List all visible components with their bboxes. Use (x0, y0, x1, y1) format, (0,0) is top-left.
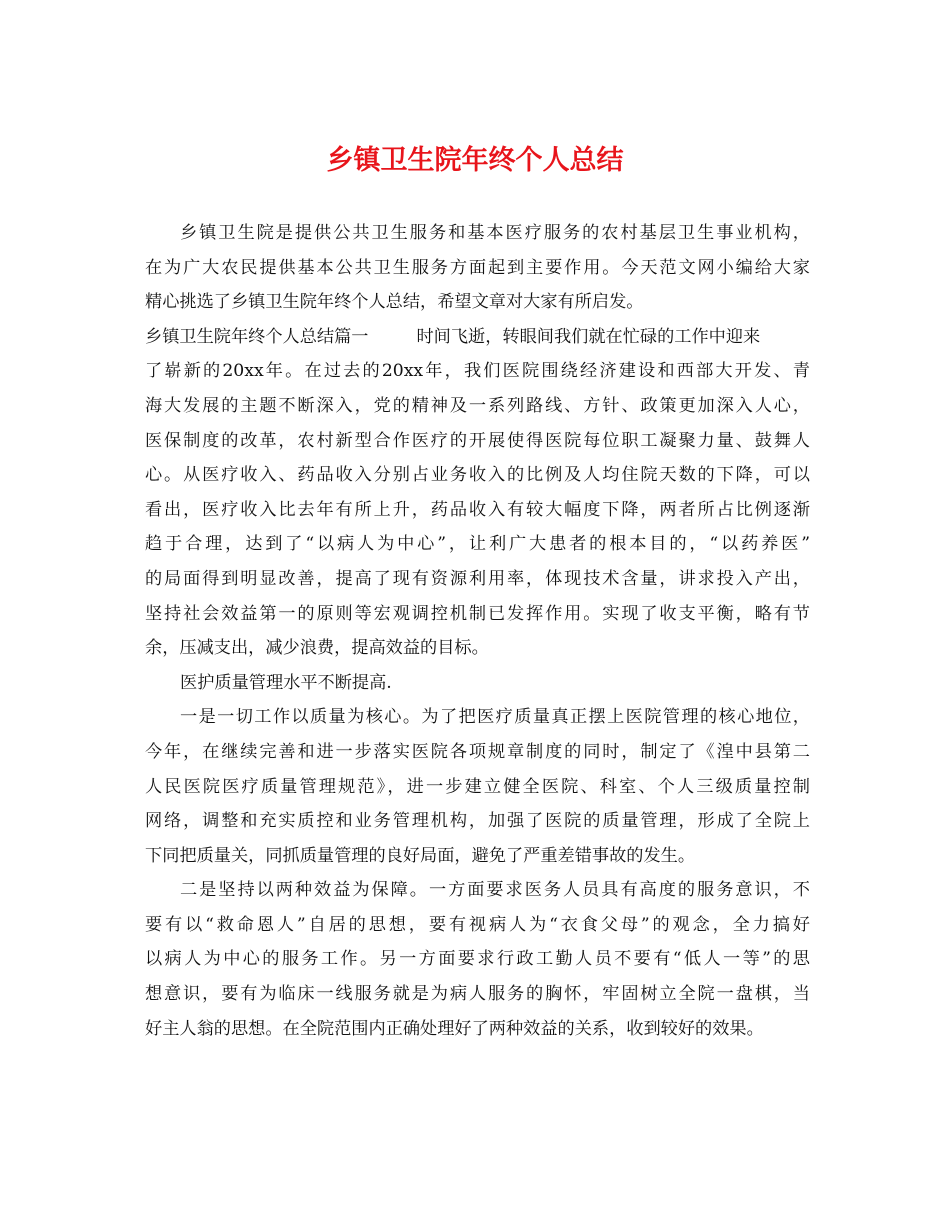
text-line: 余，压减支出，减少浪费，提高效益的目标。 (145, 638, 489, 659)
text-line: 人民医院医疗质量管理规范》，进一步建立健全医院、科室、个人三级质量控制 (145, 776, 810, 797)
text-line: 好主人翁的思想。在全院范围内正确处理好了两种效益的关系，收到较好的效果。 (145, 1018, 764, 1039)
text-line: 医保制度的改革，农村新型合作医疗的开展使得医院每位职工凝聚力量、鼓舞人 (145, 430, 810, 451)
text-line: 海大发展的主题不断深入，党的精神及一系列路线、方针、政策更加深入人心， (145, 395, 810, 416)
text-line: 网络，调整和充实质控和业务管理机构，加强了医院的质量管理，形成了全院上 (145, 811, 810, 832)
text-line: 坚持社会效益第一的原则等宏观调控机制已发挥作用。实现了收支平衡，略有节 (145, 603, 810, 624)
text-span: 时间飞逝，转眼间我们就在忙碌的工作中迎来 (416, 326, 761, 347)
text-line: 在为广大农民提供基本公共卫生服务方面起到主要作用。今天范文网小编给大家 (145, 257, 810, 278)
text-line: 一是一切工作以质量为核心。为了把医疗质量真正摆上医院管理的核心地位， (180, 707, 810, 728)
text-line (145, 320, 810, 355)
text-line: 想意识，要有为临床一线服务就是为病人服务的胸怀，牢固树立全院一盘棋，当 (145, 984, 810, 1005)
text-line: 精心挑选了乡镇卫生院年终个人总结，希望文章对大家有所启发。 (145, 292, 644, 313)
text-line: 了崭新的20xx年。在过去的20xx年，我们医院围绕经济建设和西部大开发、青 (145, 361, 810, 382)
text-line: 乡镇卫生院是提供公共卫生服务和基本医疗服务的农村基层卫生事业机构， (180, 223, 810, 243)
text-line: 心。从医疗收入、药品收入分别占业务收入的比例及人均住院天数的下降，可以 (145, 465, 810, 486)
text-line: 二是坚持以两种效益为保障。一方面要求医务人员具有高度的服务意识，不 (180, 880, 810, 901)
text-line: 看出，医疗收入比去年有所上升，药品收入有较大幅度下降，两者所占比例逐渐 (145, 499, 810, 520)
subheading-line: 医护质量管理水平不断提高. (180, 672, 392, 693)
text-line: 以病人为中心的服务工作。另一方面要求行政工勤人员不要有“低人一等”的思 (145, 949, 810, 970)
text-line: 今年，在继续完善和进一步落实医院各项规章制度的同时，制定了《湟中县第二 (145, 741, 810, 762)
document-body (145, 216, 810, 1046)
text-line: 下同把质量关，同抓质量管理的良好局面，避免了严重差错事故的发生。 (145, 845, 696, 866)
document-title: 乡镇卫生院年终个人总结 (326, 145, 624, 176)
text-line: 的局面得到明显改善，提高了现有资源利用率，体现技术含量，讲求投入产出， (145, 568, 810, 589)
section-heading: 乡镇卫生院年终个人总结篇一 (145, 326, 369, 347)
text-line: 要有以“救命恩人”自居的思想，要有视病人为“衣食父母”的观念，全力搞好 (145, 914, 810, 935)
text-line: 趋于合理，达到了“以病人为中心”，让利广大患者的根本目的，“以药养医” (145, 534, 810, 555)
